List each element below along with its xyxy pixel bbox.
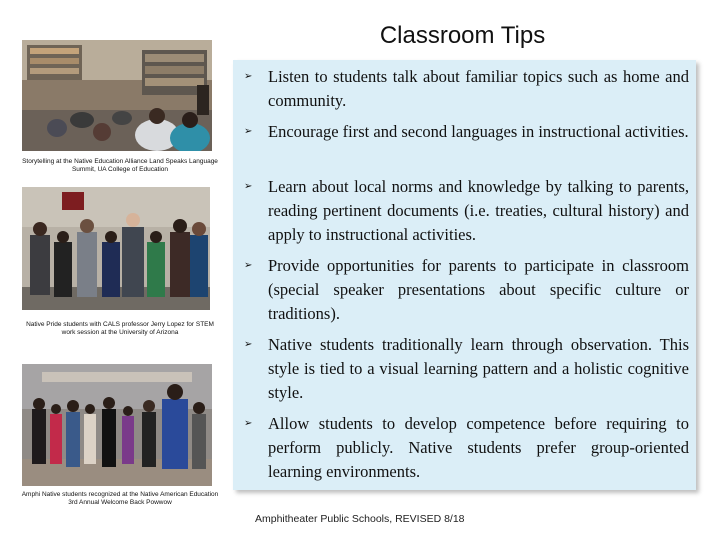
- slide-title: Classroom Tips: [379, 22, 546, 49]
- tip-item: ➢ Native students traditionally learn through observation. This style is tied to a visual learning pattern and a holistic cognitive style.: [244, 335, 689, 402]
- tip-item: ➢ Encourage first and second languages in instructional activities.: [249, 120, 689, 144]
- tip-item: ➢ Allow students to develop competence before requiring to perform publicly. Native students prefer group-oriented learning environments.: [244, 414, 689, 481]
- arrowhead-bullet-icon: ➢: [244, 71, 253, 82]
- photo-caption: Storytelling at the Native Education Alliance Land Speaks Language Summit, UA College of Education: [22, 158, 218, 173]
- tip-item: ➢ Listen to students talk about familiar topics such as home and community.: [244, 67, 689, 110]
- arrowhead-bullet-icon: ➢: [244, 260, 253, 271]
- photo-powwow: [22, 364, 212, 486]
- slide-footer: Amphitheater Public Schools, REVISED 8/18: [255, 513, 465, 525]
- arrowhead-bullet-icon: ➢: [244, 181, 253, 192]
- arrowhead-bullet-icon: ➢: [244, 339, 253, 350]
- photo-library-storytelling: [22, 40, 212, 151]
- tip-item: ➢ Learn about local norms and knowledge by talking to parents, reading pertinent documents (i.e. treaties, cultural history) and apply to instructional activities.: [244, 177, 689, 244]
- photo-caption: Amphi Native students recognized at the Native American Education 3rd Annual Welcome Back Powwow: [21, 491, 219, 506]
- photo-stem-group: [22, 187, 210, 310]
- arrowhead-bullet-icon: ➢: [244, 418, 253, 429]
- tips-panel: [233, 60, 696, 490]
- tip-item: ➢ Provide opportunities for parents to participate in classroom (special speaker presentations about specific culture or traditions).: [244, 256, 689, 323]
- arrowhead-bullet-icon: ➢: [244, 126, 253, 137]
- photo-caption: Native Pride students with CALS professor Jerry Lopez for STEM work session at the University of Arizona: [26, 321, 214, 336]
